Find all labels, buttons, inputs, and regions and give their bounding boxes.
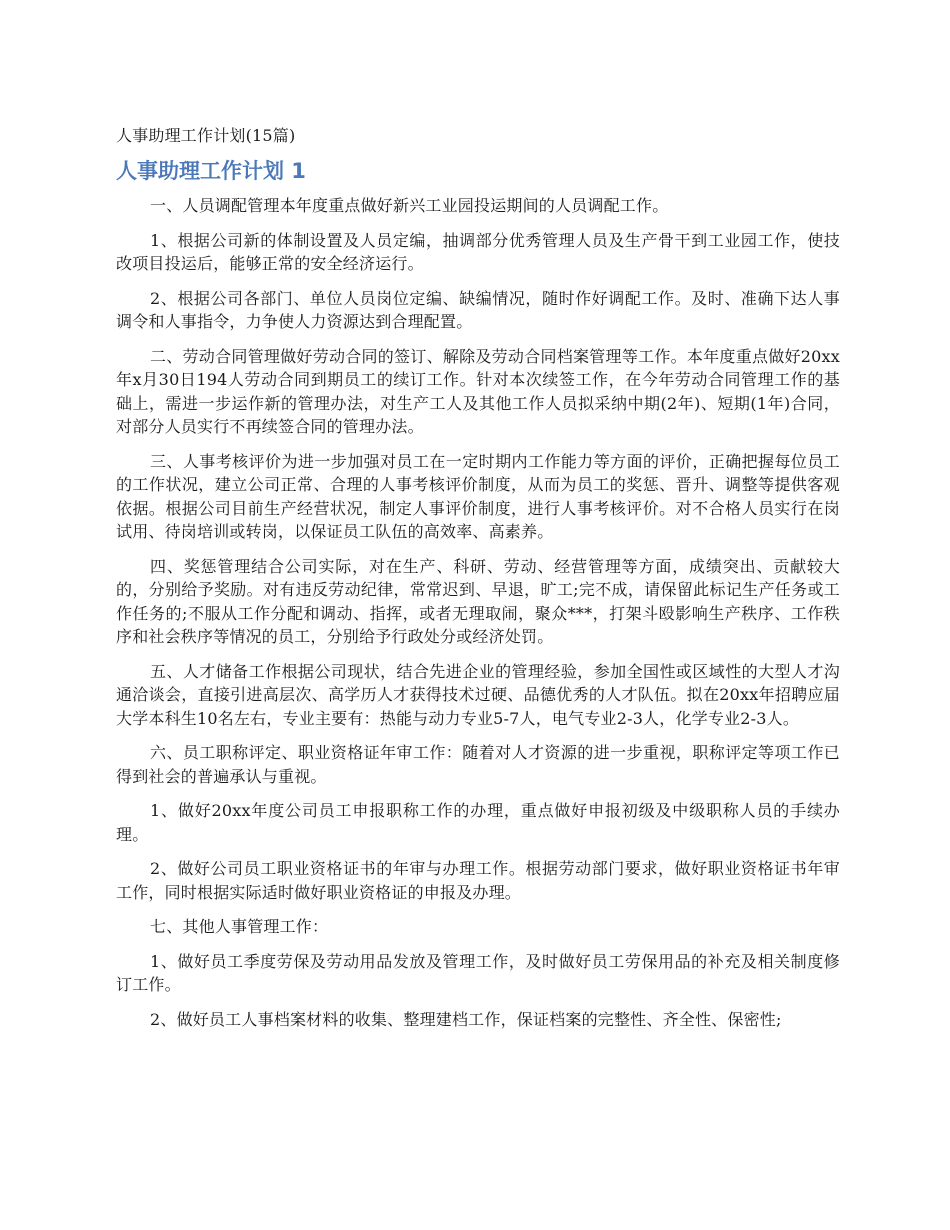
paragraph: 一、人员调配管理本年度重点做好新兴工业园投运期间的人员调配工作。 (150, 196, 669, 215)
paragraph: 六、员工职称评定、职业资格证年审工作：随着对人才资源的进一步重视，职称评定等项工作已得到社会的普遍承认与重视。 (116, 743, 840, 786)
paragraph: 二、劳动合同管理做好劳动合同的签订、解除及劳动合同档案管理等工作。本年度重点做好20xx年x月30日194人劳动合同到期员工的续订工作。针对本次续签工作，在今年劳动合同管理工作的基础上，需进一步运作新的管理办法，对生产工人及其他工作人员拟采纳中期(2年)、短期(1年)合同，对部分人员实行不再续签合同的管理办法。 (116, 346, 840, 436)
paragraph: 四、奖惩管理结合公司实际，对在生产、科研、劳动、经营管理等方面，成绩突出、贡献较大的，分别给予奖励。对有违反劳动纪律，常常迟到、早退，旷工;完不成，请保留此标记生产任务或工作任务的;不服从工作分配和调动、指挥，或者无理取闹，聚众***，打架斗殴影响生产秩序、工作秩序和社会秩序等情况的员工，分别给予行政处分或经济处罚。 (116, 556, 840, 646)
paragraph: 2、做好员工人事档案材料的收集、整理建档工作，保证档案的完整性、齐全性、保密性; (150, 1009, 782, 1029)
paragraph: 1、做好员工季度劳保及劳动用品发放及管理工作，及时做好员工劳保用品的补充及相关制度修订工作。 (116, 951, 840, 994)
section-heading: 人事助理工作计划 1 (116, 159, 306, 183)
document-title: 人事助理工作计划(15篇) (116, 126, 296, 145)
paragraph: 五、人才储备工作根据公司现状，结合先进企业的管理经验，参加全国性或区域性的大型人才沟通洽谈会，直接引进高层次、高学历人才获得技术过硬、品德优秀的人才队伍。拟在20xx年招聘应届大学本科生10名左右，专业主要有：热能与动力专业5-7人，电气专业2-3人，化学专业2-3人。 (116, 661, 840, 728)
paragraph: 七、其他人事管理工作： (150, 917, 329, 936)
paragraph: 三、人事考核评价为进一步加强对员工在一定时期内工作能力等方面的评价，正确把握每位员工的工作状况，建立公司正常、合理的人事考核评价制度，从而为员工的奖惩、晋升、调整等提供客观依据。根据公司目前生产经营状况，制定人事评价制度，进行人事考核评价。对不合格人员实行在岗试用、待岗培训或转岗，以保证员工队伍的高效率、高素养。 (116, 451, 840, 541)
document-body (116, 124, 840, 1042)
paragraph: 2、做好公司员工职业资格证书的年审与办理工作。根据劳动部门要求，做好职业资格证书年审工作，同时根据实际适时做好职业资格证的申报及办理。 (116, 859, 840, 902)
paragraph: 2、根据公司各部门、单位人员岗位定编、缺编情况，随时作好调配工作。及时、准确下达人事调令和人事指令，力争使人力资源达到合理配置。 (116, 288, 840, 331)
paragraph: 1、做好20xx年度公司员工申报职称工作的办理，重点做好申报初级及中级职称人员的手续办理。 (116, 801, 840, 844)
paragraph: 1、根据公司新的体制设置及人员定编，抽调部分优秀管理人员及生产骨干到工业园工作，使技改项目投运后，能够正常的安全经济运行。 (116, 230, 840, 273)
